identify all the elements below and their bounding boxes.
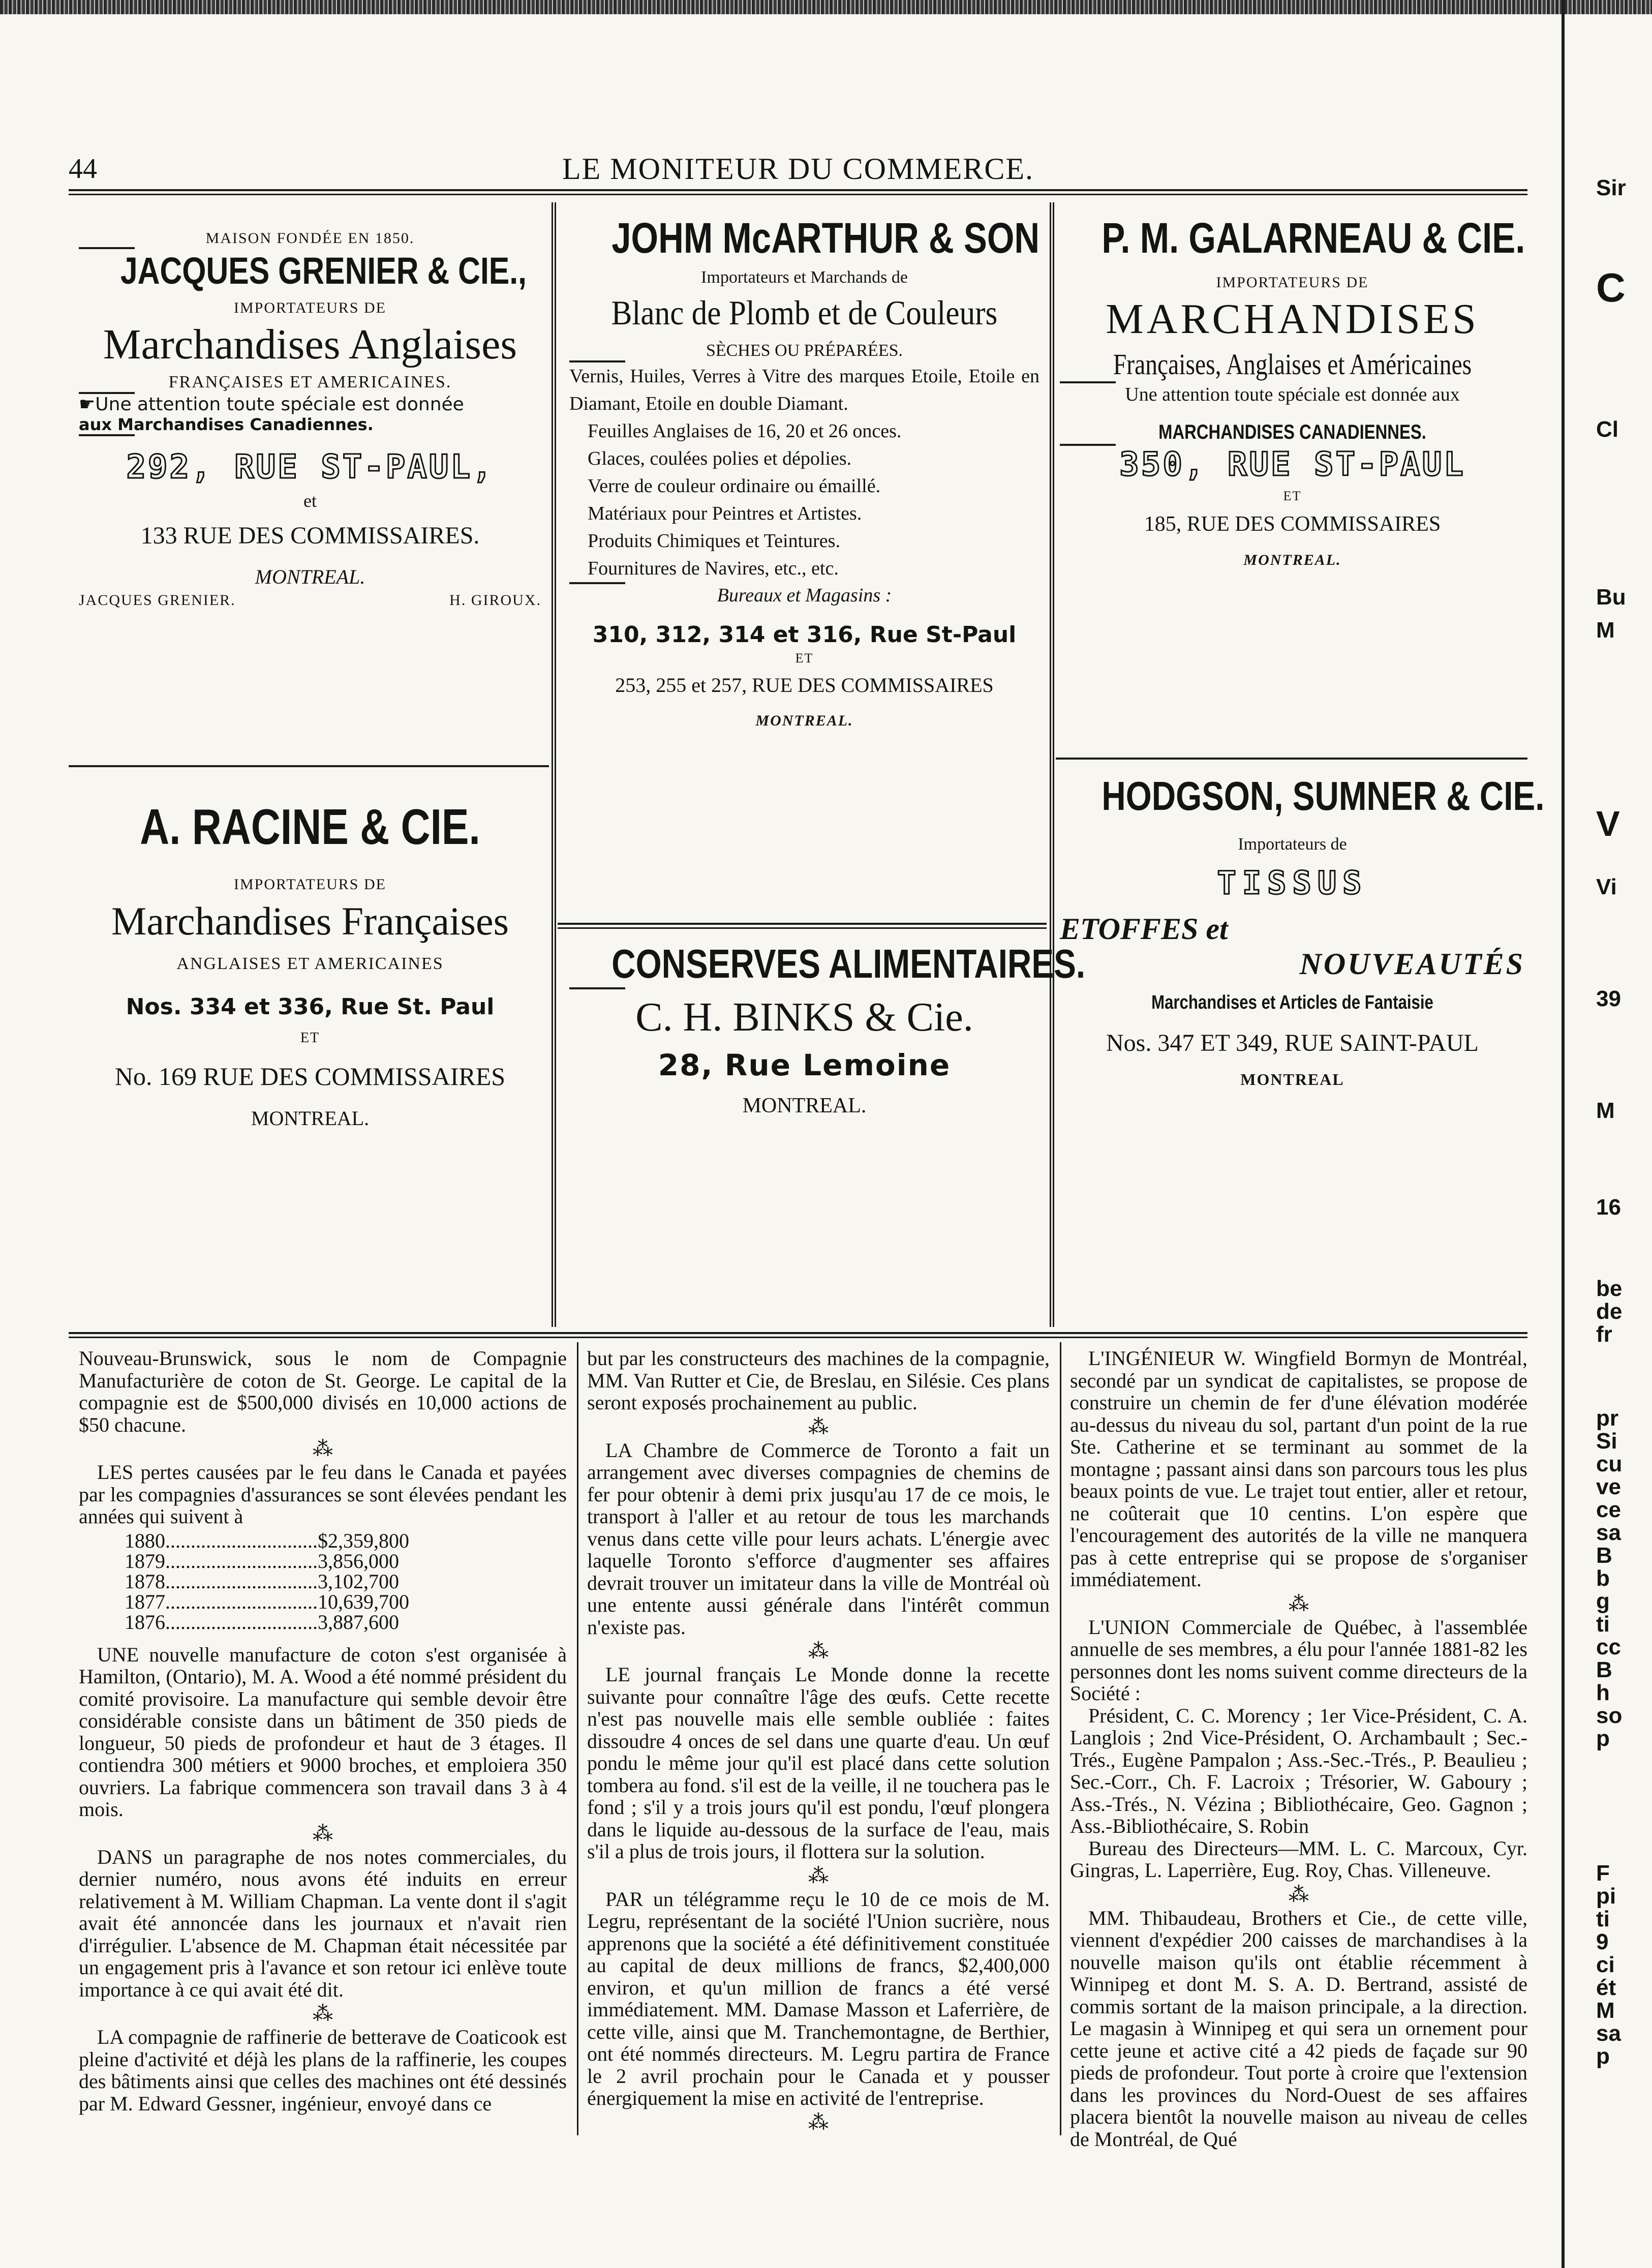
partner-name: H. GIROUX. bbox=[449, 592, 541, 609]
articles-rule bbox=[69, 1332, 1527, 1334]
ad-column-rule bbox=[1053, 202, 1054, 1327]
asterism: ⁂ bbox=[313, 2002, 333, 2025]
product-item: Verre de couleur ordinaire ou émaillé. bbox=[588, 475, 881, 497]
fragment: sa bbox=[1596, 2021, 1621, 2046]
fragment: ti bbox=[1596, 1907, 1610, 1931]
origins-line: FRANÇAISES ET AMERICAINES. bbox=[168, 373, 452, 391]
importers-line: IMPORTATEURS DE bbox=[234, 876, 386, 893]
fragment: 9 bbox=[1596, 1929, 1609, 1954]
article-paragraph: LA Chambre de Commerce de Toronto a fait un arrangement avec diverses compagnies de chemins de fer pour obtenir à demi prix jusqu'au 17 de ce mois, le transport à l'aller et au retour de tous les marchands venus dans cette ville pour leurs achats. L'énergie avec laquelle Toronto s'efforce d'augmenter ses affaires devrait trouver un imitateur dans la ville de Montréal où une entente aussi générale dans l'intérêt commun n'existe pas. bbox=[587, 1438, 1050, 1639]
ad-column-rule bbox=[552, 202, 553, 1327]
article-paragraph: UNE nouvelle manufacture de coton s'est organisée à Hamilton, (Ontario), M. A. Wood a été nommé président du comité provisoire. La manufacture qui semble devoir être considérable consiste dans un bâtiment de 350 pieds de longueur, 50 pieds de profondeur et haut de 3 étages. Il contiendra 300 métiers et 9000 broches, et emploiera 350 ouvriers. La fabrique commencera son travail dans 3 à 4 mois. bbox=[79, 1643, 567, 1821]
goods-line: TISSUS bbox=[1217, 864, 1368, 901]
article-column-rule bbox=[1060, 1342, 1061, 2135]
fragment: 16 bbox=[1596, 1195, 1621, 1220]
ad-column-rule bbox=[555, 202, 556, 1327]
product-item: Glaces, coulées polies et dépolies. bbox=[588, 448, 852, 469]
article-paragraph: MM. Thibaudeau, Brothers et Cie., de cette ville, viennent d'expédier 200 caisses de marchandises à la nouvelle maison qu'ils ont établie récemment à Winnipeg et dont M. S. A. D. Bertrand, assisté de commis sortant de la maison principale, a la direction. Le magasin à Winnipeg et qui sera un ornement pour cette jeune et active cité a 42 pieds de façade sur 90 pieds de profondeur. Tout porte à croire que l'extension dans les provinces du Nord-Ouest de ses affaires placera bientôt la nouvelle maison au niveau de celles de Montréal, de Qué bbox=[1070, 1906, 1527, 2151]
fragment: b bbox=[1596, 1566, 1610, 1591]
product-item: Produits Chimiques et Teintures. bbox=[588, 530, 840, 552]
heading: CONSERVES ALIMENTAIRES. bbox=[611, 941, 1086, 986]
fragment: h bbox=[1596, 1680, 1610, 1705]
fragment: ce bbox=[1596, 1497, 1621, 1522]
article-column-3 bbox=[1070, 1347, 1527, 2150]
street-address-2: 185, RUE DES COMMISSAIRES bbox=[1144, 512, 1441, 536]
fragment: sa bbox=[1596, 1520, 1621, 1545]
goods-line: MARCHANDISES bbox=[1106, 295, 1479, 343]
goods-line: Marchandises Françaises bbox=[111, 899, 509, 943]
fragment: ti bbox=[1596, 1612, 1610, 1637]
divider bbox=[79, 434, 135, 436]
fragment: M bbox=[1596, 618, 1615, 643]
fragment: fr bbox=[1596, 1322, 1612, 1347]
street-address: 310, 312, 314 et 316, Rue St-Paul bbox=[592, 622, 1017, 648]
articles-rule-thin bbox=[69, 1337, 1527, 1338]
and-line: et bbox=[303, 491, 317, 511]
products-intro: Vernis, Huiles, Verres à Vitre des marques Etoile, Etoile en Diamant, Etoile en double Diamant. bbox=[569, 366, 1039, 414]
article-paragraph: LA compagnie de raffinerie de betterave de Coaticook est pleine d'activité et déjà les plans de la raffinerie, les coupes des bâtiments ainsi que celles des machines ont été dessinés par M. Edward Gessner, ingénieur, envoyé dans ce bbox=[79, 2025, 567, 2115]
firm-name: JACQUES GRENIER & CIE., bbox=[120, 250, 527, 292]
street-address: 350, RUE ST-PAUL bbox=[1119, 446, 1465, 483]
fragment: pi bbox=[1596, 1884, 1616, 1909]
firm-name: A. RACINE & CIE. bbox=[140, 799, 480, 855]
origins-line: ANGLAISES ET AMERICAINES bbox=[176, 954, 444, 973]
article-column-2 bbox=[587, 1347, 1050, 2135]
importers-line: IMPORTATEURS DE bbox=[1216, 274, 1369, 291]
and-line: ET bbox=[795, 651, 814, 666]
offices-line: Bureaux et Magasins : bbox=[717, 585, 892, 606]
fragment: de bbox=[1596, 1299, 1623, 1324]
fragment: ét bbox=[1596, 1975, 1616, 2000]
ad-mcarthur bbox=[569, 214, 1039, 730]
street-address-2: No. 169 RUE DES COMMISSAIRES bbox=[114, 1062, 506, 1091]
divider bbox=[569, 987, 625, 989]
article-paragraph: PAR un télégramme reçu le 10 de ce mois de M. Legru, représentant de la société l'Union sucrière, nous apprenons que la société a été définitivement constituée au capital de deux millions de francs, $2,400,000 environ, et qu'un million de francs a été versé immédiatement. MM. Damase Masson et Laferrière, de cette ville, ainsi que M. Tranchemontagne, de Berthier, ont été nommés directeurs. M. Legru partira de France le 2 avril prochain pour le Canada et y pousser énergiquement la mise en activité de l'entreprise. bbox=[587, 1887, 1050, 2109]
article-paragraph: LES pertes causées par le feu dans le Canada et payées par les compagnies d'assurances se sont élevées pendant les années qui suivent à bbox=[79, 1461, 567, 1528]
section-rule bbox=[69, 765, 549, 767]
asterism: ⁂ bbox=[313, 1822, 333, 1845]
street-address: 292, RUE ST-PAUL, bbox=[126, 448, 494, 486]
article-paragraph: L'UNION Commerciale de Québec, à l'assemblée annuelle de ses membres, a élu pour l'année 1881-82 les personnes dont les noms suivent comme directeurs de la Société : bbox=[1070, 1615, 1527, 1705]
products-list bbox=[569, 417, 1039, 582]
fragment: B bbox=[1596, 1543, 1612, 1568]
article-paragraph: DANS un paragraphe de nos notes commerciales, du dernier numéro, nous avons été induits en erreur relativement à M. William Chapman. La vente dont il s'agit avait été annoncée dans les journaux et n'avait rien d'irrégulier. L'absence de M. Chapman était nécessitée par un engagement pris à l'avance et son retour ici enlève toute importance à ce qui avait été dit. bbox=[79, 1845, 567, 2001]
street-address: Nos. 334 et 336, Rue St. Paul bbox=[126, 994, 495, 1020]
city: MONTREAL bbox=[1240, 1070, 1344, 1088]
and-line: ET bbox=[300, 1030, 320, 1046]
fragment: F bbox=[1596, 1861, 1610, 1886]
founded-line: MAISON FONDÉE EN 1850. bbox=[205, 230, 415, 247]
and-line: ET bbox=[1283, 489, 1302, 503]
fragment: 39 bbox=[1596, 986, 1621, 1011]
goods-line-3: NOUVEAUTÉS bbox=[1299, 947, 1525, 981]
street-address-2: 133 RUE DES COMMISSAIRES. bbox=[140, 522, 480, 549]
fragment: B bbox=[1596, 1657, 1612, 1682]
page-number: 44 bbox=[69, 153, 97, 185]
ad-ch-binks bbox=[569, 941, 1086, 1118]
notice-line-bold: aux Marchandises Canadiennes. bbox=[79, 415, 374, 434]
fragment: Vi bbox=[1596, 874, 1617, 899]
amount: 3,856,000 bbox=[318, 1549, 399, 1573]
article-paragraph: Président, C. C. Morency ; 1er Vice-Président, C. A. Langlois ; 2nd Vice-Président, O. Archambault ; Sec.-Trés., Eugène Pampalon ; Ass.-Sec.-Trés., P. Beaulieu ; Sec.-Corr., Ch. F. Lacroix ; Trésorier, W. Gaboury ; Ass.-Trés., N. Vézina ; Bibliothécaire, Geo. Gagnon ; Ass.-Bibliothécaire, S. Robin bbox=[1070, 1704, 1527, 1837]
notice-line: Une attention toute spéciale est donnée aux bbox=[1125, 384, 1460, 405]
asterism: ⁂ bbox=[808, 2110, 829, 2134]
table-row: 1880.............................. $2,359,800 bbox=[125, 1529, 409, 1552]
section-rule bbox=[1056, 758, 1527, 760]
city: MONTREAL. bbox=[251, 1107, 370, 1130]
fragment: Cl bbox=[1596, 417, 1618, 442]
fragment: C bbox=[1596, 265, 1626, 310]
street-address-2: 253, 255 et 257, RUE DES COMMISSAIRES bbox=[615, 674, 994, 697]
firm-name: P. M. GALARNEAU & CIE. bbox=[1102, 214, 1525, 262]
asterism: ⁂ bbox=[1289, 1592, 1309, 1615]
amount: 3,102,700 bbox=[318, 1569, 399, 1593]
adjacent-page-strip bbox=[1566, 0, 1652, 2268]
fragment: p bbox=[1596, 1726, 1610, 1751]
article-paragraph: Nouveau-Brunswick, sous le nom de Compagnie Manufacturière de coton de St. George. Le capital de la compagnie est de $500,000 divisés en 10,000 actions de $50 chacune. bbox=[79, 1347, 567, 1436]
fragment: pr bbox=[1596, 1406, 1618, 1431]
asterism: ⁂ bbox=[808, 1415, 829, 1438]
importers-line: IMPORTATEURS DE bbox=[234, 299, 386, 316]
fancy-goods-line: Marchandises et Articles de Fantaisie bbox=[1151, 992, 1433, 1013]
fragment: Sir bbox=[1596, 175, 1626, 200]
product-item: Feuilles Anglaises de 16, 20 et 26 onces. bbox=[588, 420, 902, 442]
table-row: 1877.............................. 10,639,700 bbox=[125, 1590, 409, 1613]
firm-name: C. H. BINKS & Cie. bbox=[635, 995, 973, 1040]
fragment: M bbox=[1596, 1998, 1615, 2023]
notice-line: ☛Une attention toute spéciale est donnée bbox=[79, 394, 464, 415]
article-paragraph: LE journal français Le Monde donne la recette suivante pour connaître l'âge des œufs. Cette recette n'est pas nouvelle mais elle semble oubliée : faites dissoudre 4 onces de sel dans une quarte d'eau. Un œuf pondu le même jour qu'il est placé dans cette solution tombera au fond. s'il est de la veille, il ne touchera pas le fond ; s'il y a trois jours qu'il est pondu, l'œuf plongera dans le liquide au-dessous de la surface de l'eau, mais s'il a plus de trois jours, il flottera sur la solution. bbox=[587, 1663, 1050, 1863]
amount: $2,359,800 bbox=[318, 1529, 409, 1552]
subtitle: Importateurs et Marchands de bbox=[701, 268, 908, 287]
fragment: ci bbox=[1596, 1952, 1615, 1977]
fire-loss-table bbox=[125, 1529, 409, 1634]
section-rule bbox=[558, 923, 1047, 925]
product-item: Matériaux pour Peintres et Artistes. bbox=[588, 503, 862, 524]
asterism: ⁂ bbox=[313, 1437, 333, 1460]
importers-line: Importateurs de bbox=[1238, 835, 1347, 854]
origins-line: Françaises, Anglaises et Américaines bbox=[1113, 348, 1472, 381]
fragment: Si bbox=[1596, 1429, 1617, 1454]
firm-name: JOHM McARTHUR & SON bbox=[611, 214, 1040, 262]
goods-line: Blanc de Plomb et de Couleurs bbox=[611, 293, 998, 332]
newspaper-page bbox=[69, 142, 1545, 2151]
page-gutter bbox=[1562, 0, 1565, 2268]
header-rule bbox=[69, 189, 1527, 191]
table-row: 1878.............................. 3,102,700 bbox=[125, 1569, 399, 1593]
ad-hodgson-sumner bbox=[1060, 773, 1545, 1089]
fragment: p bbox=[1596, 2044, 1610, 2069]
city: MONTREAL. bbox=[255, 565, 365, 588]
fragment: ve bbox=[1596, 1474, 1621, 1499]
fragment: be bbox=[1596, 1276, 1623, 1301]
scan-top-border bbox=[0, 0, 1652, 14]
notice-line-bold: MARCHANDISES CANADIENNES. bbox=[1158, 421, 1426, 443]
ad-a-racine bbox=[79, 798, 541, 1130]
ad-jacques-grenier bbox=[79, 230, 541, 609]
article-paragraph: Bureau des Directeurs—MM. L. C. Marcoux, Cyr. Gingras, L. Laperrière, Eug. Roy, Chas. Villeneuve. bbox=[1070, 1836, 1527, 1882]
asterism: ⁂ bbox=[1289, 1883, 1309, 1906]
fragment: g bbox=[1596, 1589, 1610, 1614]
fragment: so bbox=[1596, 1703, 1623, 1728]
amount: 10,639,700 bbox=[318, 1590, 409, 1613]
city: MONTREAL. bbox=[742, 1094, 867, 1117]
amount: 3,887,600 bbox=[318, 1610, 399, 1634]
goods-line: Marchandises Anglaises bbox=[103, 321, 517, 368]
product-item: Fournitures de Navires, etc., etc. bbox=[588, 558, 839, 579]
header-rule-thin bbox=[69, 194, 1527, 195]
fragment: cc bbox=[1596, 1635, 1621, 1659]
ad-column-rule bbox=[1050, 202, 1051, 1327]
street-address: 28, Rue Lemoine bbox=[658, 1048, 951, 1082]
ad-pm-galarneau bbox=[1060, 214, 1525, 569]
city: MONTREAL. bbox=[1243, 552, 1341, 568]
goods-line-2: ETOFFES et bbox=[1060, 912, 1228, 946]
fragment: M bbox=[1596, 1098, 1615, 1123]
fragment: Bu bbox=[1596, 585, 1626, 610]
partner-name: JACQUES GRENIER. bbox=[79, 592, 236, 609]
asterism: ⁂ bbox=[808, 1864, 829, 1887]
running-title: LE MONITEUR DU COMMERCE. bbox=[562, 152, 1034, 186]
partners bbox=[79, 592, 541, 609]
city: MONTREAL. bbox=[755, 712, 853, 729]
fragment: cu bbox=[1596, 1451, 1623, 1476]
asterism: ⁂ bbox=[808, 1640, 829, 1662]
article-column-rule bbox=[577, 1342, 578, 2135]
fragment: V bbox=[1596, 804, 1620, 843]
table-row: 1879.............................. 3,856,000 bbox=[125, 1549, 399, 1573]
table-row: 1876.............................. 3,887,600 bbox=[125, 1610, 399, 1634]
article-paragraph: but par les constructeurs des machines de la compagnie, MM. Van Rutter et Cie, de Breslau, en Silésie. Ces plans seront exposés prochainement au public. bbox=[587, 1347, 1050, 1414]
street-address: Nos. 347 ET 349, RUE SAINT-PAUL bbox=[1106, 1030, 1479, 1056]
article-paragraph: L'INGÉNIEUR W. Wingfield Bormyn de Montréal, secondé par un syndicat de capitalistes, se propose de construire un chemin de fer d'une élévation modérée au-dessus du niveau du sol, partant d'un point de la rue Ste. Catherine et se terminant au sommet de la montagne ; passant ainsi dans son parcours tous les plus beaux points de vue. Le trajet tout entier, aller et retour, ne coûterait que 10 centins. L'on espère que l'encouragement des autorités de la ville ne manquera pas à cette entreprise qui se propose de s'organiser immédiatement. bbox=[1070, 1347, 1527, 1591]
article-column-1 bbox=[79, 1347, 567, 2114]
firm-name: HODGSON, SUMNER & CIE. bbox=[1102, 773, 1545, 819]
goods-line-2: SÈCHES OU PRÉPARÉES. bbox=[706, 341, 903, 360]
section-rule-thin bbox=[558, 927, 1047, 929]
